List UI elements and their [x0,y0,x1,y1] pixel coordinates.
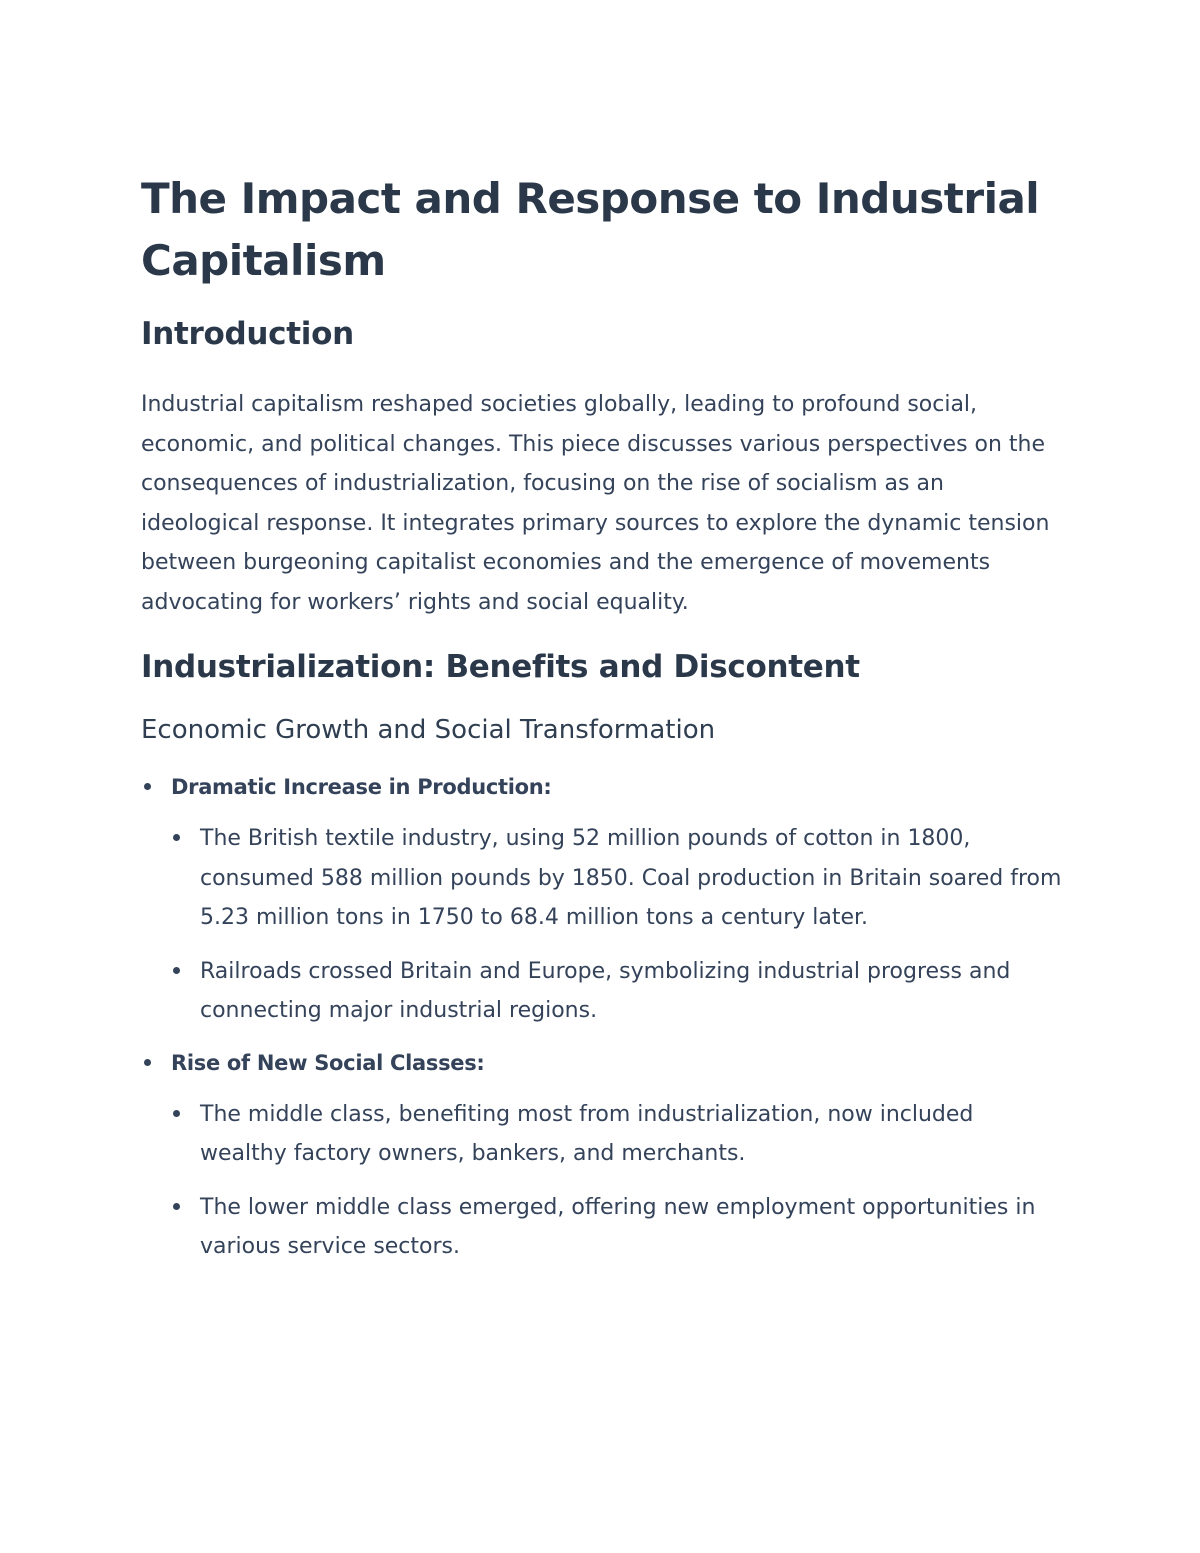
introduction-heading: Introduction [141,316,354,352]
section-heading: Industrialization: Benefits and Discontent [141,649,860,685]
list-item-label: Dramatic Increase in Production: [171,775,552,799]
sub-bullet-list [171,1095,1066,1267]
sub-list-item: The middle class, benefiting most from industrialization, now included wealthy factory owners, bankers, and merchants. [171,1095,1066,1174]
sub-list-item: The British textile industry, using 52 million pounds of cotton in 1800, consumed 588 million pounds by 1850. Coal production in Britain soared from 5.23 million tons in 1750 to 68.4 million tons a century later. [171,819,1066,938]
section-subheading: Economic Growth and Social Transformation [141,715,716,745]
list-item [141,1045,1066,1267]
document-page [141,168,1066,1281]
sub-list-item: Railroads crossed Britain and Europe, symbolizing industrial progress and connecting major industrial regions. [171,952,1066,1031]
sub-bullet-list [171,819,1066,1031]
list-item-label: Rise of New Social Classes: [171,1050,485,1075]
introduction-paragraph: Industrial capitalism reshaped societies globally, leading to profound social, economic, and political changes. This piece discusses various perspectives on the consequences of industrialization, focusing on the rise of socialism as an ideological response. It integrates primary sources to explore the dynamic tension between burgeoning capitalist economies and the emergence of movements advocating for workers’ rights and social equality. [141,392,1050,615]
list-item [141,769,1066,1031]
sub-list-item: The lower middle class emerged, offering new employment opportunities in various service sectors. [171,1188,1066,1267]
bullet-list [141,769,1066,1267]
document-title: The Impact and Response to Industrial Capitalism [141,174,1040,285]
